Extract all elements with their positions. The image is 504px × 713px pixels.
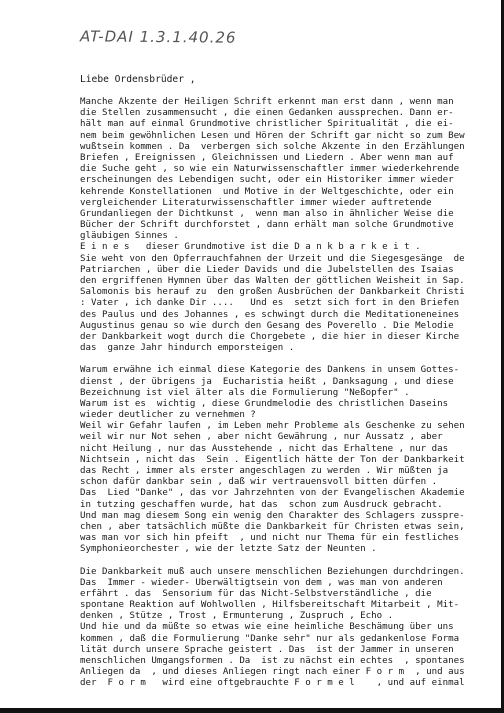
scan-edge-bottom <box>0 708 504 713</box>
text-line: Anliegen da , und dieses Anliegen ringt nach einer F o r m , und aus <box>80 667 465 678</box>
paragraph-gap <box>80 556 500 567</box>
text-line: Weil wir Gefahr laufen , im Leben mehr Probleme als Geschenke zu sehen <box>80 421 465 432</box>
text-line: lität durch unsere Sprache geistert . Das ist der Jammer in unseren <box>80 644 454 655</box>
text-line: Bezeichnung ist viel älter als die Formulierung "Neßopfer" . <box>80 387 410 398</box>
text-line: dienst , der übrigens ja Eucharistia heißt , Danksagung , und diese <box>80 376 454 387</box>
text-line: nicht Heilung , nur das Ausstehende , nicht das Erhaltene , nur das <box>80 443 449 454</box>
letter-body <box>80 97 500 690</box>
text-line: chen , aber tatsächlich müßte die Dankbarkeit für Christen etwas sein, <box>80 521 465 532</box>
text-line: schon dafür dankbar sein , daß wir vertrauensvoll bitten dürfen . <box>80 477 438 488</box>
text-line: Augustinus genau so wie durch den Gesang des Poverello . Die Melodie <box>80 320 454 331</box>
archive-stamp: AT-DAI 1.3.1.40.26 <box>79 27 237 47</box>
text-line: nem beim gewöhnlichen Lesen und Hören der Schrift gar nicht so zum Bew <box>80 130 465 141</box>
text-line: kehrende Konstellationen und Motive in der Weltgeschichte, oder ein <box>80 186 454 197</box>
text-line: E i n e s dieser Grundmotive ist die D a n k b a r k e i t . <box>80 242 421 253</box>
text-line: was man vor sich hin pfeift , und nicht nur Thema für ein festliches <box>80 533 460 544</box>
text-line: Warum erwähne ich einmal diese Kategorie des Dankens in unsem Gottes- <box>80 365 460 376</box>
text-line: Salomonis bis herauf zu den großen Ausbrüchen der Dankbarkeit Christi <box>80 287 465 298</box>
text-line: Das Immer - wieder- Überwältigtsein von dem , was man von anderen <box>80 577 443 588</box>
text-line: erfährt . das Sensorium für das Nicht-Selbstverständliche , die <box>80 588 432 599</box>
text-line: die Stellen zusammensucht , die einen Gedanken aussprechen. Dann er- <box>80 108 454 119</box>
text-line: Bücher der Schrift durchforstet , dann erhält man solche Grundmotive <box>80 220 454 231</box>
text-line: wieder deutlicher zu vernehmen ? <box>80 410 256 421</box>
text-line: wußtsein kommen . Da verbergen sich solche Akzente in den Erzählungen <box>80 141 465 152</box>
text-line: spontane Reaktion auf Wohlwollen , Hilfsbereitschaft Mitarbeit , Mit- <box>80 600 460 611</box>
salutation: Liebe Ordensbrüder , <box>80 74 196 85</box>
text-line: vergleichender Literaturwissenschaftler immer wieder auftretende <box>80 197 432 208</box>
text-line: das Recht , immer als erster angeschlagen zu werden . Wir müßten ja <box>80 466 449 476</box>
text-line: des Paulus und des Johannes , es schwingt durch die Meditationeneines <box>80 309 460 320</box>
text-line: das ganze Jahr hindurch emporsteigen . <box>80 343 295 354</box>
text-line: Nichtsein , nicht das Sein . Eigentlich hätte der Ton der Dankbarkeit <box>80 454 465 465</box>
text-line: weil wir nur Not sehen , aber nicht Gewährung , nur Aussatz , aber <box>80 432 443 443</box>
text-line: Warum ist es wichtig , diese Grundmelodie des christlichen Daseins <box>80 398 449 409</box>
text-line: Briefen , Ereignissen , Gleichnissen und Liedern . Aber wenn man auf <box>80 152 454 163</box>
text-line: der F o r m wird eine oftgebrauchte F o r m e l , und auf einmal <box>80 678 465 689</box>
text-line: kommen , daß die Formulierung "Danke sehr" nur als gedankenlose Forma <box>80 633 460 644</box>
text-line: erscheinungen des Lebendigen sucht, oder ein Historiker immer wieder <box>80 175 454 186</box>
text-line: gläubigen Sinnes . <box>80 231 179 242</box>
text-line: Grundanliegen der Dichtkunst , wenn man also in ähnlicher Weise die <box>80 208 454 219</box>
text-line: menschlichen Umgangsformen . Da ist zu nächst ein echtes , spontanes <box>80 656 465 666</box>
text-line: die Suche geht , so wie ein Naturwissenschaftler immer wiederkehrende <box>80 164 460 175</box>
text-line: der Dankbarkeit wogt durch die Chorgebete , die hier in dieser Kirche <box>80 331 460 342</box>
text-line: in tutzing geschaffen wurde, hat das schon zum Ausdruck gebracht. <box>80 499 443 510</box>
text-line: denken , Stütze , Trost , Ermunterung , Zuspruch , Echo . <box>80 611 394 622</box>
text-line: hält man auf einmal Grundmotive christlicher Spiritualität , die ei- <box>80 119 454 130</box>
text-line: : Vater , ich danke Dir .... Und es setzt sich fort in den Briefen <box>80 298 460 309</box>
text-line: Symphonieorchester , wie der letzte Satz der Neunten . <box>80 544 377 555</box>
text-line: Und man mag diesem Song ein wenig den Charakter des Schlagers zusspre- <box>80 510 465 521</box>
text-line: Das Lied "Danke" , das vor Jahrzehnten von der Evangelischen Akademie <box>80 488 465 499</box>
text-line: den ergriffenen Hymnen über das Walten der göttlichen Weisheit in Sap. <box>80 276 465 286</box>
paragraph-gap <box>80 354 500 365</box>
text-line: Sie weht von den Opferrauchfahnen der Urzeit und die Siegesgesänge de <box>80 253 465 264</box>
text-line: Manche Akzente der Heiligen Schrift erkennt man erst dann , wenn man <box>80 97 454 107</box>
text-line: Die Dankbarkeit muß auch unsere menschlichen Beziehungen durchdringen. <box>80 566 465 577</box>
text-line: Und hie und da müßte so etwas wie eine heimliche Beschämung über uns <box>80 622 454 633</box>
text-line: Patriarchen , über die Lieder Davids und die Jubelstellen des Isaias <box>80 264 454 275</box>
